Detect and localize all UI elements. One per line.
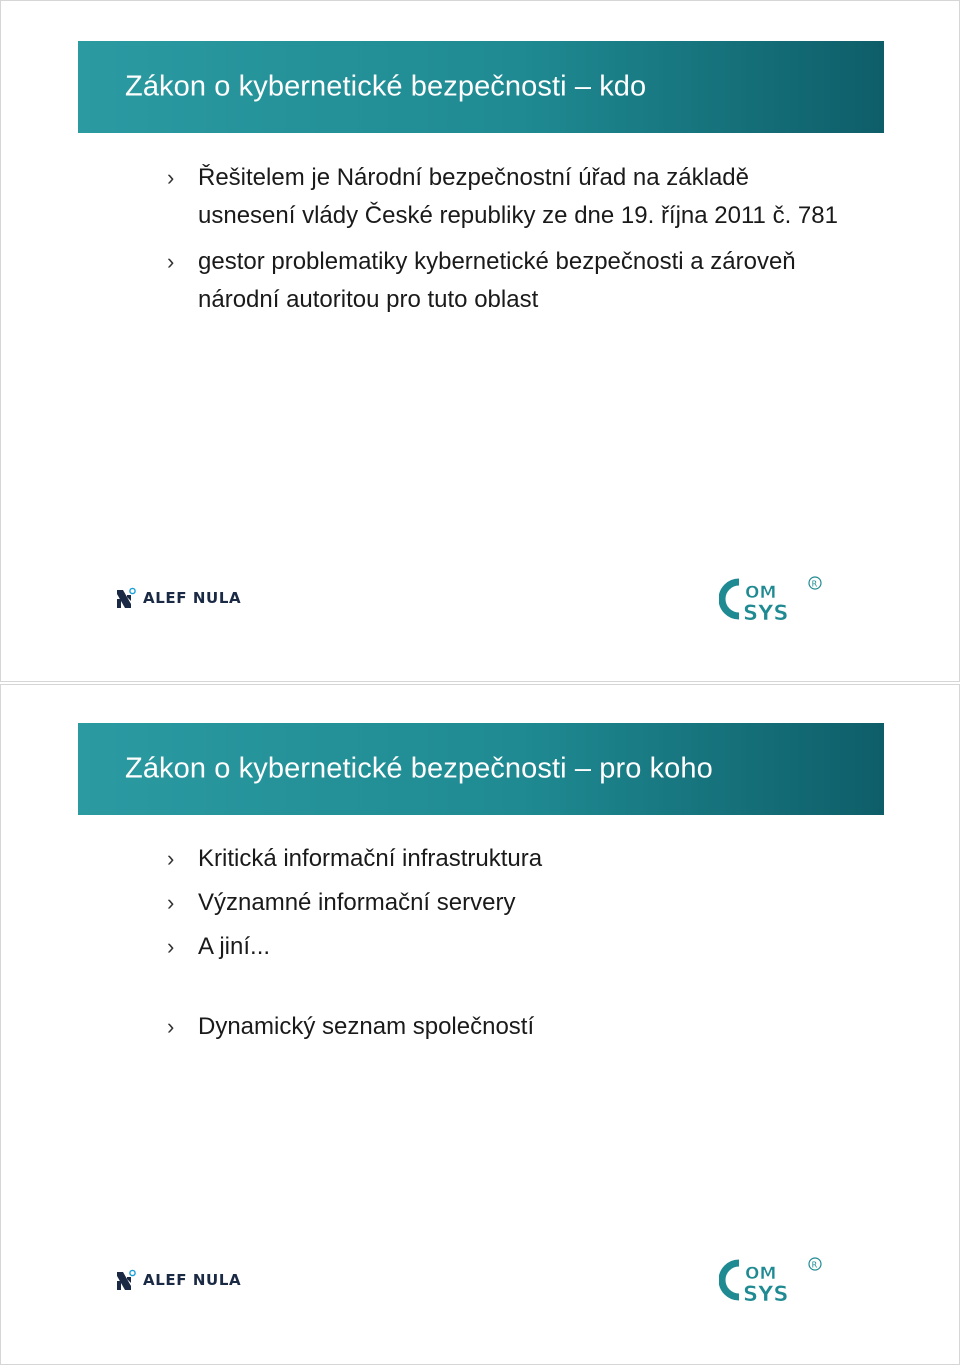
alef-nula-logo-icon (115, 587, 137, 609)
bullet-item (167, 159, 847, 235)
bullet-text: A jiní... (198, 933, 271, 960)
bullet-text: Významné informační servery (198, 889, 516, 916)
bullet-text: gestor problematiky kybernetické bezpečnosti a zároveň národní autoritou pro tuto oblast (198, 248, 796, 313)
comsys-logo (719, 1255, 823, 1305)
bullet-list (167, 159, 847, 327)
svg-text:R: R (811, 579, 818, 589)
bullet-marker-icon: › (167, 249, 175, 274)
bullet-text: Kritická informační infrastruktura (198, 845, 543, 872)
comsys-logo (719, 574, 823, 624)
bullet-item (167, 1008, 847, 1046)
alef-nula-logo-text: ALEF NULA (143, 589, 242, 607)
svg-text:SYS: SYS (743, 1282, 789, 1305)
svg-text:OM: OM (745, 583, 777, 603)
alef-nula-logo-icon (115, 1269, 137, 1291)
alef-nula-logo-text: ALEF NULA (143, 1271, 242, 1289)
bullet-item (167, 928, 847, 966)
bullet-marker-icon: › (167, 1014, 175, 1039)
slide-title: Zákon o kybernetické bezpečnosti – kdo (125, 70, 647, 103)
bullet-marker-icon: › (167, 890, 175, 915)
bullet-text: Řešitelem je Národní bezpečnostní úřad na základě usnesení vlády České republiky ze dne 19. října 2011 č. 781 (198, 164, 838, 229)
svg-text:SYS: SYS (743, 601, 789, 624)
bullet-item (167, 884, 847, 922)
alef-nula-logo (115, 587, 241, 609)
bullet-item (167, 840, 847, 878)
bullet-text: Dynamický seznam společností (198, 1013, 535, 1040)
bullet-list (167, 840, 847, 1052)
bullet-item (167, 243, 847, 319)
slide-title-bar (78, 41, 884, 133)
slide-1 (0, 0, 960, 682)
svg-text:R: R (811, 1260, 818, 1270)
alef-nula-logo (115, 1269, 241, 1291)
bullet-marker-icon: › (167, 934, 175, 959)
slide-title: Zákon o kybernetické bezpečnosti – pro koho (125, 752, 713, 785)
svg-text:OM: OM (745, 1264, 777, 1284)
bullet-marker-icon: › (167, 846, 175, 871)
slide-2 (0, 684, 960, 1365)
bullet-marker-icon: › (167, 165, 175, 190)
slide-title-bar (78, 723, 884, 815)
